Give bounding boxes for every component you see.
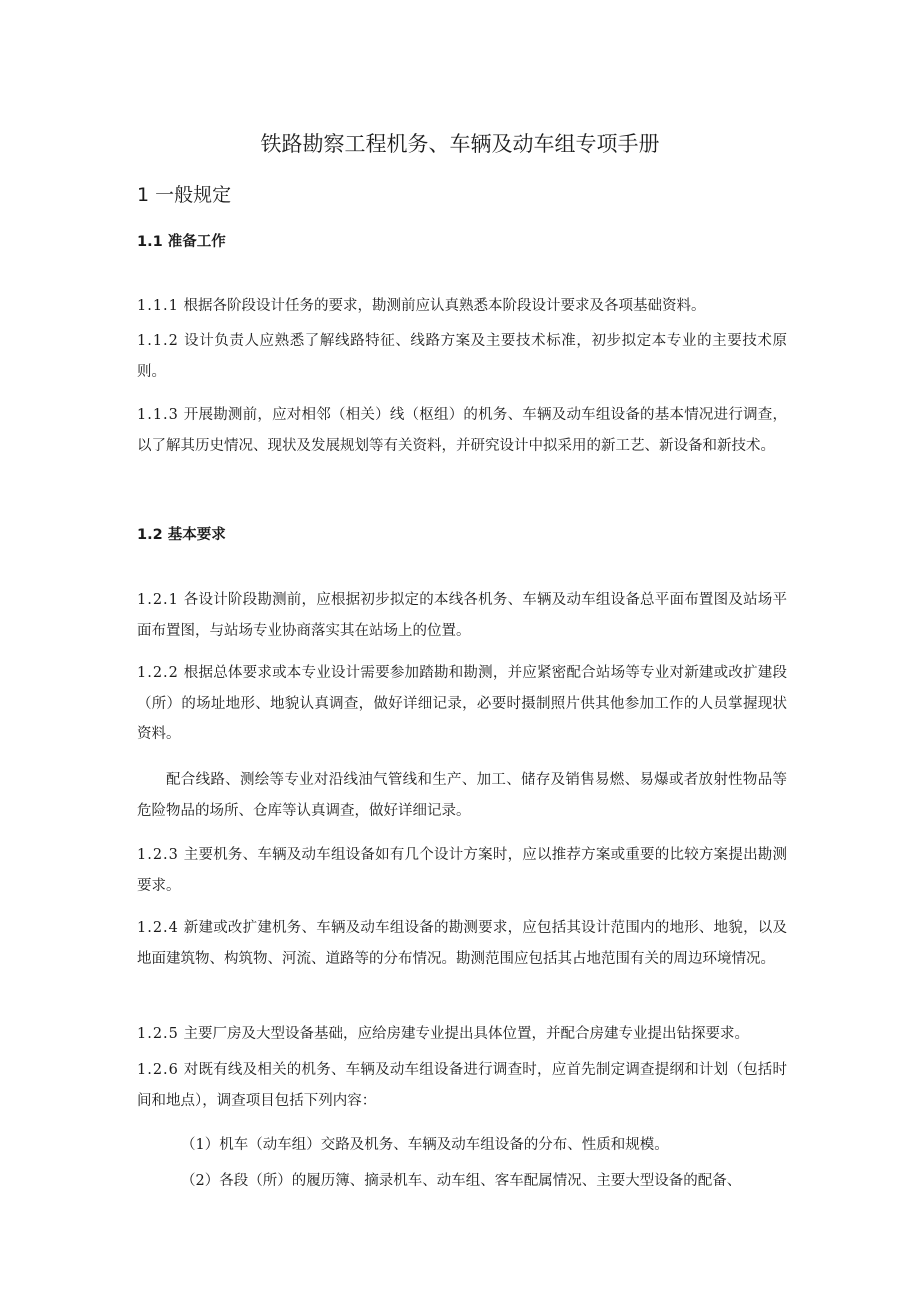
clause-text: 开展勘测前，应对相邻（相关）线（枢组）的机务、车辆及动车组设备的基本情况进行调查，以了解其历史情况、现状及发展规划等有关资料，并研究设计中拟采用的新工艺、新设备和新技术。 xyxy=(137,407,788,454)
clause-number: 1.2.1 xyxy=(137,592,179,608)
paragraph-1-2-2 xyxy=(137,658,787,750)
clause-text: 各设计阶段勘测前，应根据初步拟定的本线各机务、车辆及动车组设备总平面布置图及站场平面布置图，与站场专业协商落实其在站场上的位置。 xyxy=(137,592,788,639)
paragraph-1-2-5 xyxy=(137,1019,787,1050)
paragraph-1-2-2-continued: 配合线路、测绘等专业对沿线油气管线和生产、加工、储存及销售易燃、易爆或者放射性物品等危险物品的场所、仓库等认真调查，做好详细记录。 xyxy=(137,772,787,819)
paragraph-1-2-6 xyxy=(137,1055,787,1116)
clause-text: 根据总体要求或本专业设计需要参加踏勘和勘测，并应紧密配合站场等专业对新建或改扩建段（所）的场址地形、地貌认真调查，做好详细记录，必要时摄制照片供其他参加工作的人员掌握现状资料。 xyxy=(137,665,788,742)
clause-number: 1.1.3 xyxy=(137,407,179,423)
paragraph-1-2-1 xyxy=(137,585,787,646)
clause-text: 对既有线及相关的机务、车辆及动车组设备进行调查时，应首先制定调查提纲和计划（包括时间和地点），调查项目包括下列内容： xyxy=(137,1062,788,1109)
clause-text: 根据各阶段设计任务的要求，勘测前应认真熟悉本阶段设计要求及各项基础资料。 xyxy=(183,298,706,314)
document-title: 铁路勘察工程机务、车辆及动车组专项手册 xyxy=(260,132,660,156)
paragraph-1-1-1 xyxy=(137,291,787,322)
chapter-heading: 1 一般规定 xyxy=(137,184,232,206)
clause-number: 1.2.2 xyxy=(137,665,179,681)
clause-number: 1.2.3 xyxy=(137,847,179,863)
clause-number: 1.2.4 xyxy=(137,920,179,936)
list-item: （1）机车（动车组）交路及机务、车辆及动车组设备的分布、性质和规模。 xyxy=(181,1137,669,1153)
clause-text: 主要机务、车辆及动车组设备如有几个设计方案时，应以推荐方案或重要的比较方案提出勘测要求。 xyxy=(137,847,788,894)
clause-text: 主要厂房及大型设备基础，应给房建专业提出具体位置，并配合房建专业提出钻探要求。 xyxy=(183,1026,750,1042)
clause-number: 1.1.2 xyxy=(137,333,179,349)
paragraph-1-2-4 xyxy=(137,913,787,974)
paragraph-1-1-3 xyxy=(137,400,787,461)
clause-text: 设计负责人应熟悉了解线路特征、线路方案及主要技术标准，初步拟定本专业的主要技术原则。 xyxy=(137,333,788,380)
paragraph-1-1-2 xyxy=(137,326,787,387)
list-item: （2）各段（所）的履历簿、摘录机车、动车组、客车配属情况、主要大型设备的配备、 xyxy=(181,1173,742,1189)
clause-number: 1.1.1 xyxy=(137,298,179,314)
section-heading-1-2: 1.2 基本要求 xyxy=(137,527,226,543)
paragraph-1-2-3 xyxy=(137,840,787,901)
clause-text: 新建或改扩建机务、车辆及动车组设备的勘测要求，应包括其设计范围内的地形、地貌，以及地面建筑物、构筑物、河流、道路等的分布情况。勘测范围应包括其占地范围有关的周边环境情况。 xyxy=(137,920,788,967)
clause-number: 1.2.5 xyxy=(137,1026,179,1042)
section-heading-1-1: 1.1 准备工作 xyxy=(137,234,226,250)
clause-number: 1.2.6 xyxy=(137,1062,179,1078)
